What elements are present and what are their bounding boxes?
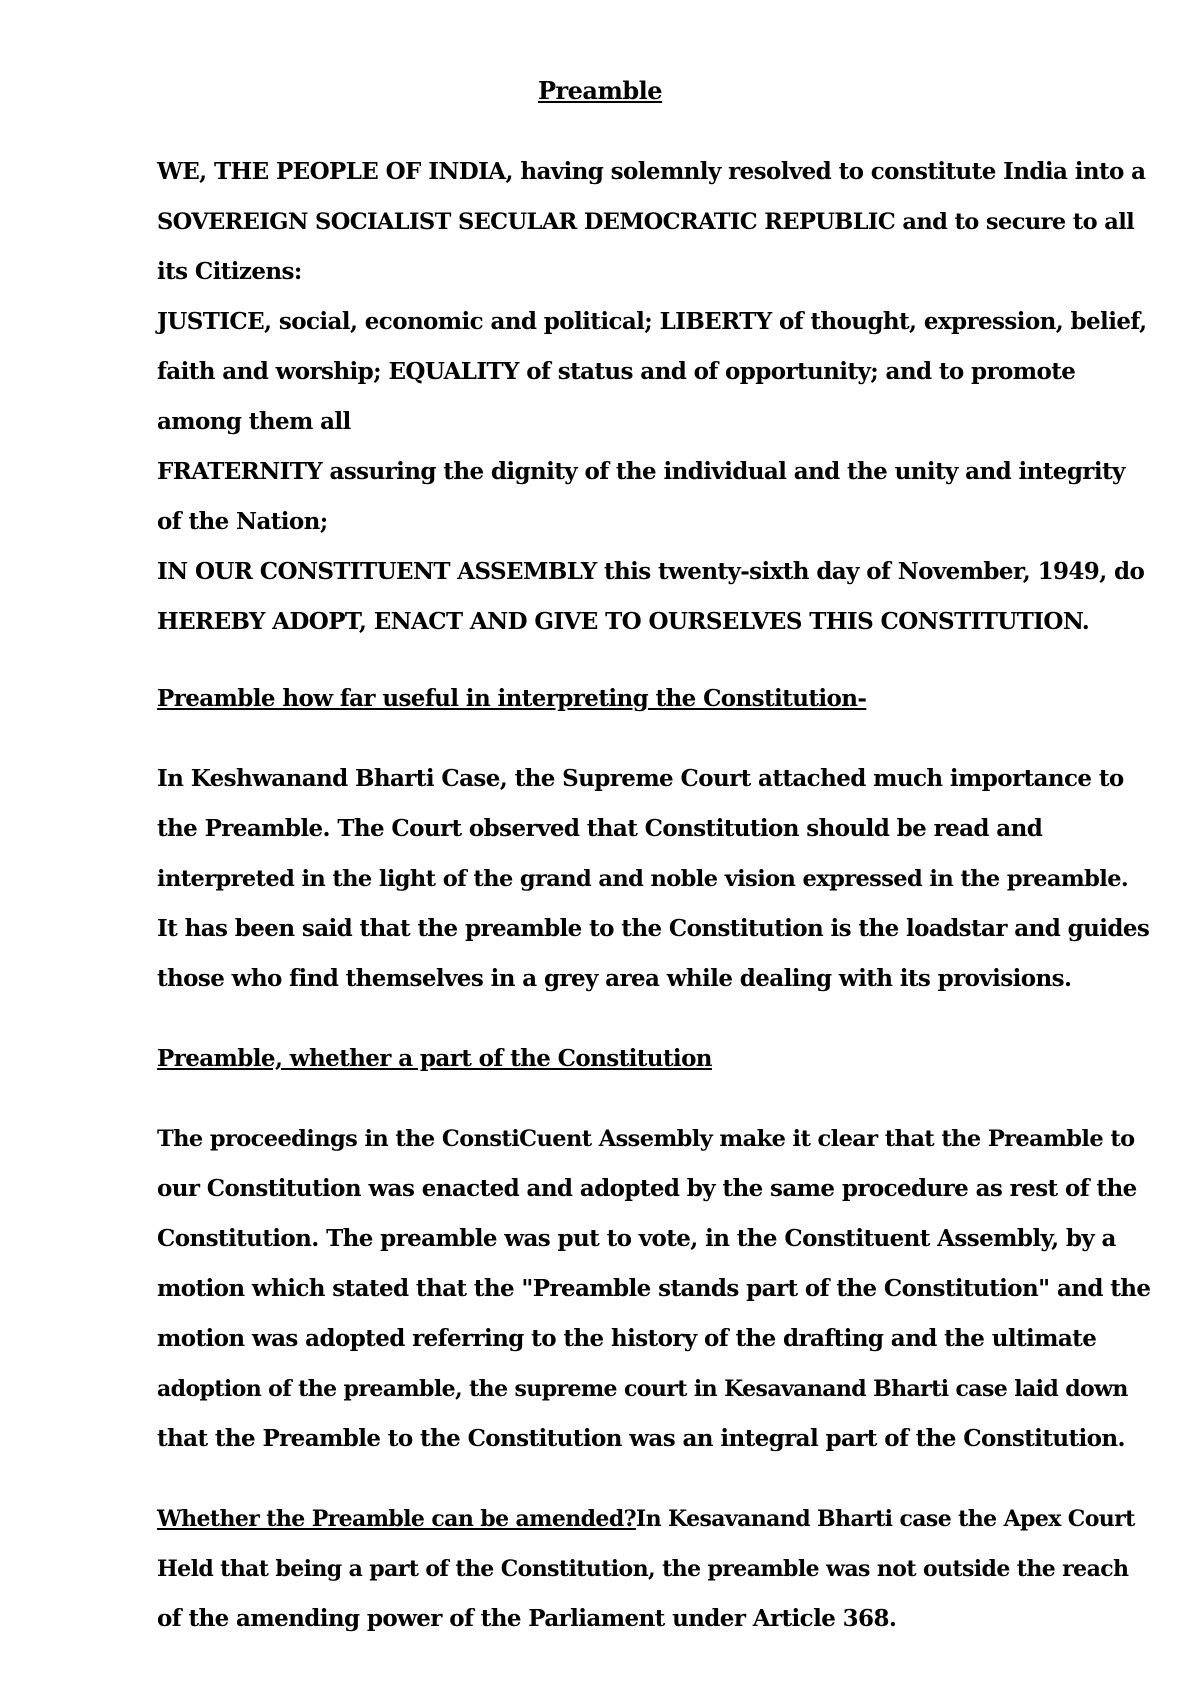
paragraph-line: our Constitution was enacted and adopted by the same procedure as rest of the <box>157 1175 1137 1202</box>
preamble-line: WE, THE PEOPLE OF INDIA, having solemnly resolved to constitute India into a <box>157 158 1146 185</box>
paragraph-line: interpreted in the light of the grand and noble vision expressed in the preamble. <box>157 866 1129 892</box>
paragraph-line: Constitution. The preamble was put to vote, in the Constituent Assembly, by a <box>157 1225 1116 1252</box>
paragraph-line: Held that being a part of the Constitution, the preamble was not outside the reach <box>157 1556 1129 1582</box>
paragraph-line: The proceedings in the ConstiCuent Assembly make it clear that the Preamble to <box>157 1126 1135 1152</box>
preamble-line: FRATERNITY assuring the dignity of the individual and the unity and integrity <box>157 458 1125 485</box>
paragraph-line: adoption of the preamble, the supreme court in Kesavanand Bharti case laid down <box>157 1376 1128 1402</box>
preamble-line: SOVEREIGN SOCIALIST SECULAR DEMOCRATIC REPUBLIC and to secure to all <box>157 209 1135 235</box>
paragraph-line: that the Preamble to the Constitution was an integral part of the Constitution. <box>157 1425 1125 1452</box>
paragraph-line: of the amending power of the Parliament under Article 368. <box>157 1605 897 1632</box>
preamble-line: its Citizens: <box>157 258 302 285</box>
preamble-line: faith and worship; EQUALITY of status and of opportunity; and to promote <box>157 358 1076 385</box>
paragraph-line: It has been said that the preamble to the Constitution is the loadstar and guides <box>157 915 1150 942</box>
paragraph-text: In Kesavanand Bharti case the Apex Court <box>635 1506 1135 1532</box>
preamble-line: among them all <box>157 408 351 435</box>
section-heading: Whether the Preamble can be amended? <box>157 1506 636 1532</box>
section-heading: Preamble how far useful in interpreting the Constitution- <box>157 685 867 712</box>
paragraph-line: the Preamble. The Court observed that Constitution should be read and <box>157 815 1043 842</box>
paragraph-line: In Keshwanand Bharti Case, the Supreme Court attached much importance to <box>157 765 1124 792</box>
preamble-line: HEREBY ADOPT, ENACT AND GIVE TO OURSELVES THIS CONSTITUTION. <box>157 608 1090 635</box>
preamble-line: IN OUR CONSTITUENT ASSEMBLY this twenty-sixth day of November, 1949, do <box>157 558 1145 585</box>
section-heading: Preamble, whether a part of the Constitution <box>157 1045 712 1072</box>
preamble-line: JUSTICE, social, economic and political; LIBERTY of thought, expression, belief, <box>157 308 1147 335</box>
section-heading-line <box>157 1504 1135 1534</box>
paragraph-line: those who find themselves in a grey area while dealing with its provisions. <box>157 965 1072 992</box>
page-title: Preamble <box>537 76 663 105</box>
preamble-line: of the Nation; <box>157 508 328 535</box>
paragraph-line: motion which stated that the "Preamble stands part of the Constitution" and the <box>157 1275 1151 1302</box>
paragraph-line: motion was adopted referring to the history of the drafting and the ultimate <box>157 1325 1097 1352</box>
